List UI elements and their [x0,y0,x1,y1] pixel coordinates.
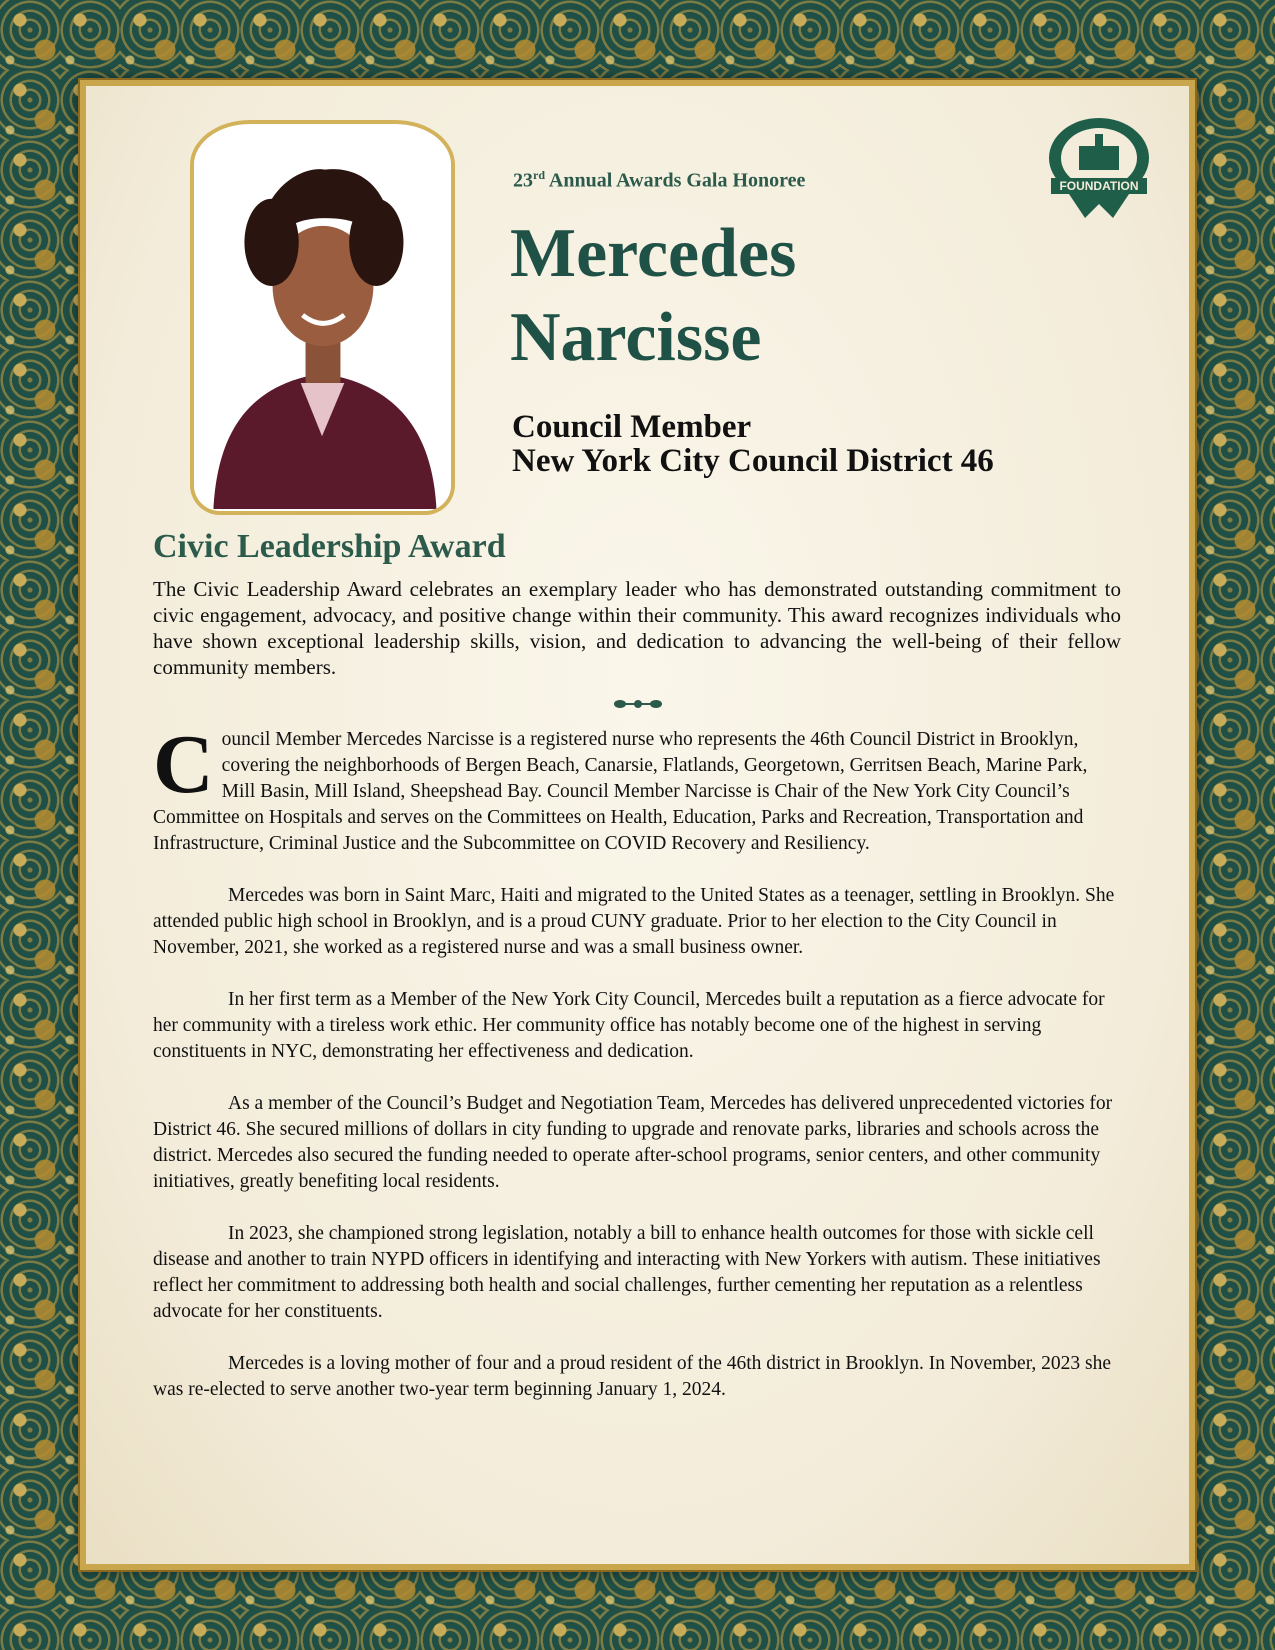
role-title: Council Member [512,409,752,445]
honoree-role [512,410,994,478]
bio-paragraph-text: ouncil Member Mercedes Narcisse is a registered nurse who represents the 46th Council District in Brooklyn, covering the neighborhoods of Bergen Beach, Canarsie, Flatlands, Georgetown, Gerritsen Beach, Marine Park, Mill Basin, Mill Island, Sheepshead Bay. Council Member Narcisse is Chair of the New York City Council’s Committee on Hospitals and serves on the Committees on Health, Education, Parks and Recreation, Transportation and Infrastructure, Criminal Justice and the Subcommittee on COVID Recovery and Resiliency. [153,729,1088,854]
biography [153,718,1121,1429]
name-first: Mercedes [510,215,797,292]
honoree-portrait [190,120,455,515]
kicker-number: 23 [513,169,533,192]
ornament-divider-icon [612,697,664,711]
bio-paragraph: Mercedes is a loving mother of four and a proud resident of the 46th district in Brooklyn. In November, 2023 she was re-elected to serve another two-year term beginning January 1, 2024. [153,1353,1112,1400]
name-last: Narcisse [510,299,762,376]
role-district: New York City Council District 46 [512,443,994,479]
logo-text: FOUNDATION [1059,179,1139,193]
bio-paragraph: In her first term as a Member of the New York City Council, Mercedes built a reputation as a fierce advocate for her community with a tireless work ethic. Her community office has notably become one of the highest in serving constituents in NYC, demonstrating her effectiveness and dedication. [153,989,1105,1062]
foundation-logo-icon [1045,118,1153,218]
award-title: Civic Leadership Award [153,528,506,565]
award-description: The Civic Leadership Award celebrates an exemplary leader who has demonstrated outstanding commitment to civic engagement, advocacy, and positive change within their community. This award recognizes individuals who have shown exceptional leadership skills, vision, and dedication to advancing the well-being of their fellow community members. [153,577,1121,679]
kicker-ordinal: rd [533,168,545,182]
drop-cap: C [153,718,214,811]
bio-paragraph: In 2023, she championed strong legislation, notably a bill to enhance health outcomes for those with sickle cell disease and another to train NYPD officers in identifying and interacting with New Yorkers with autism. These initiatives reflect her commitment to addressing both health and social challenges, further cementing her reputation as a relentless advocate for her constituents. [153,1223,1101,1322]
bio-paragraph [153,718,1121,857]
bio-paragraph: Mercedes was born in Saint Marc, Haiti and migrated to the United States as a teenager, settling in Brooklyn. She attended public high school in Brooklyn, and is a proud CUNY graduate. Prior to her election to the City Council in November, 2021, she worked as a registered nurse and was a small business owner. [153,885,1115,958]
kicker-text: Annual Awards Gala Honoree [545,169,806,192]
portrait-photo [194,124,451,511]
bio-paragraph: As a member of the Council’s Budget and Negotiation Team, Mercedes has delivered unprecedented victories for District 46. She secured millions of dollars in city funding to upgrade and renovate parks, libraries and schools across the district. Mercedes also secured the funding needed to operate after-school programs, senior centers, and other community initiatives, greatly benefiting local residents. [153,1093,1113,1192]
honoree-name [510,212,796,380]
gala-honoree-kicker [513,168,805,193]
